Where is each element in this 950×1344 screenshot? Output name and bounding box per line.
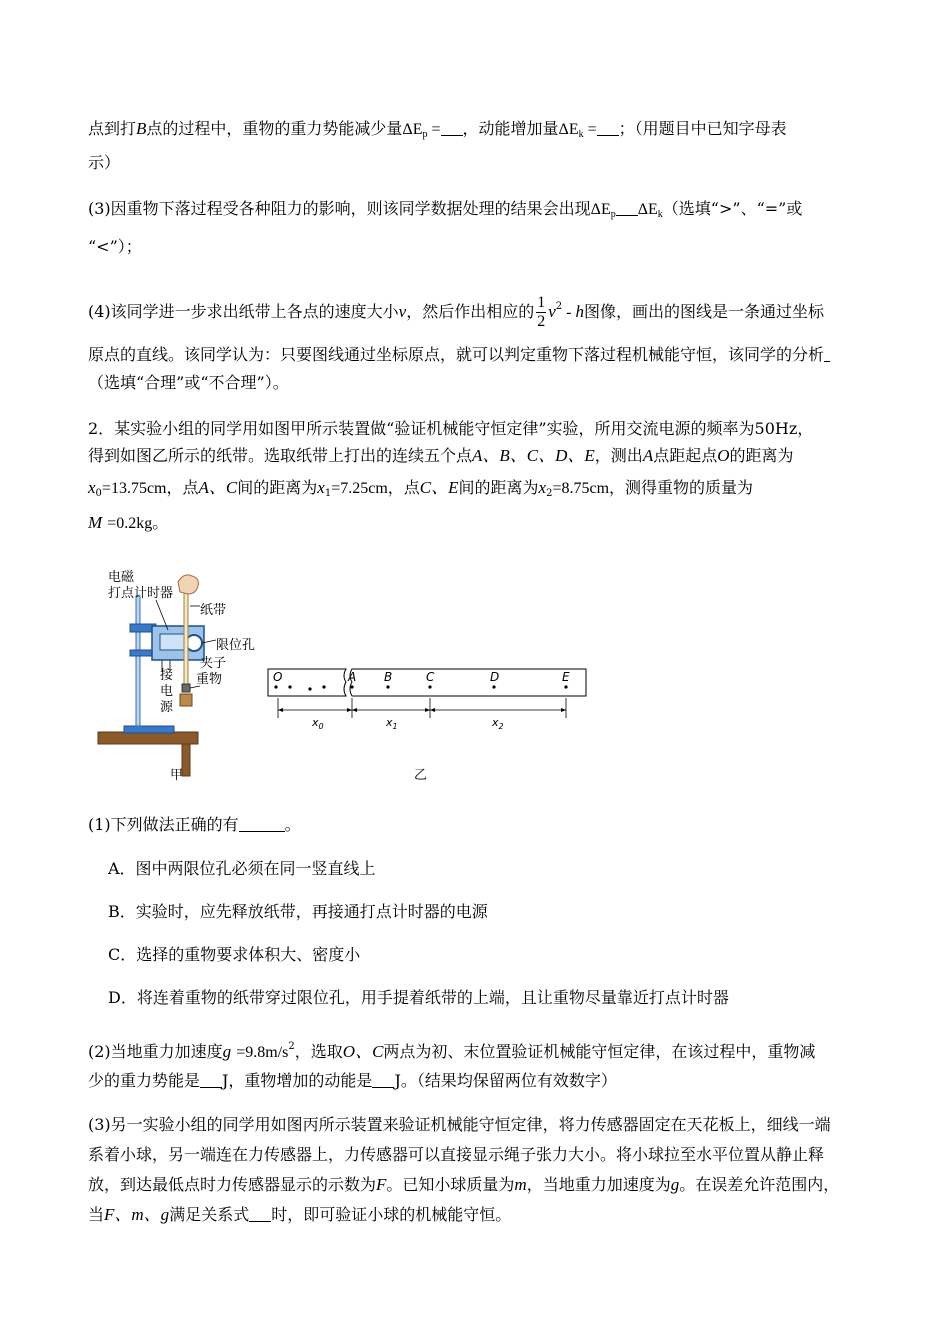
subscript: 2 — [546, 488, 553, 499]
label-power-1: 接 — [160, 668, 174, 683]
text: ，点 — [166, 478, 199, 497]
text: ，点 — [387, 478, 420, 497]
x1-value: =7.25cm — [331, 480, 388, 497]
label-power-3: 源 — [160, 700, 174, 715]
p2-intro-2 — [88, 445, 874, 467]
var-f: F — [376, 1175, 387, 1194]
text: 。 — [284, 815, 301, 834]
text: ，然后作出相应的 — [406, 302, 535, 321]
text: ，选取 — [294, 1042, 343, 1061]
text: （选填“>”、“=”或 — [662, 199, 803, 218]
text: “<”）； — [88, 237, 142, 256]
option-a: A．图中两限位孔必须在同一竖直线上 — [108, 859, 376, 878]
symbol: ΔE — [590, 201, 611, 218]
symbol: ΔE — [558, 121, 579, 138]
text: (1)下列做法正确的有 — [88, 815, 239, 834]
table-leg — [182, 744, 190, 776]
label-e: E — [562, 670, 570, 684]
x0-value: =13.75cm — [101, 480, 167, 497]
answer-blank — [824, 345, 830, 362]
text: 少的重力势能是 — [88, 1071, 201, 1090]
fraction-half — [536, 294, 546, 331]
option-c: C．选择的重物要求体积大、密度小 — [108, 945, 361, 964]
symbol: ΔE — [402, 121, 423, 138]
p2-q3-line-4 — [88, 1204, 874, 1226]
text: ，测出 — [594, 446, 643, 465]
var-m: M — [88, 513, 103, 532]
var-g: g — [222, 1042, 232, 1061]
label-x0: $x_0$ — [312, 716, 324, 731]
point-a: A — [642, 446, 654, 465]
label-o: O — [273, 670, 283, 684]
text: （选填“合理”或“不合理”）。 — [88, 373, 289, 392]
text: 的距离为 — [729, 446, 794, 465]
text: 点距起点 — [653, 446, 718, 465]
points-ac: A、C — [198, 478, 238, 497]
answer-blank — [441, 119, 463, 136]
text: (4)该同学进一步求出纸带上各点的速度大小 — [88, 302, 399, 321]
stand-base — [124, 726, 174, 733]
label-c: C — [426, 670, 435, 684]
var-v: v — [548, 302, 556, 321]
text: ；（用题目中已知字母表 — [618, 119, 787, 138]
text: 放，到达最低点时力传感器显示的示数为 — [88, 1175, 377, 1194]
text: 间的距离为 — [237, 478, 318, 497]
label-weight: 重物 — [196, 672, 223, 687]
text: 当 — [88, 1205, 105, 1224]
text: 。 — [152, 513, 169, 532]
answer-blank — [200, 1071, 222, 1088]
text: 时，即可验证小球的机械能守恒。 — [271, 1205, 512, 1224]
p2-q2-line-1 — [88, 1036, 874, 1064]
subscript: p — [610, 209, 616, 220]
equals: = — [431, 121, 441, 138]
delta-ep — [402, 121, 440, 138]
label-timer-1: 电磁 — [108, 570, 135, 585]
denominator: 2 — [537, 313, 546, 330]
dot-e — [564, 685, 567, 688]
prev-q3-line-1 — [88, 198, 874, 226]
prev-q4-line-1 — [88, 294, 874, 331]
superscript: 2 — [288, 1041, 295, 1052]
clip — [182, 684, 190, 692]
symbol: ΔE — [637, 201, 658, 218]
text: 满足关系式 — [169, 1205, 250, 1224]
p2-q1 — [88, 814, 874, 836]
caption-jia: 甲 — [170, 768, 184, 783]
subscript: 1 — [324, 488, 332, 499]
prev-q4-line-3 — [88, 372, 874, 394]
text: ，动能增加量 — [462, 119, 559, 138]
text: 示） — [88, 153, 121, 172]
figure-yi-tape — [262, 660, 598, 732]
var-g: g — [670, 1175, 680, 1194]
prev-q4-line-2 — [88, 344, 874, 366]
text: ，测得重物的质量为 — [609, 478, 754, 497]
caption-yi: 乙 — [414, 768, 428, 783]
subscript: 0 — [95, 488, 102, 499]
delta-ek — [559, 121, 597, 138]
subscript: k — [657, 209, 663, 220]
weight — [180, 694, 192, 706]
var-v: v — [398, 302, 407, 321]
label-limit-hole: 限位孔 — [216, 638, 256, 653]
delta-ep — [591, 201, 616, 218]
dot — [322, 685, 325, 688]
equals: = — [587, 121, 597, 138]
answer-blank — [239, 815, 285, 832]
text: 间的距离为 — [458, 478, 539, 497]
mass-value: =0.2kg — [107, 515, 153, 532]
dot-d — [492, 685, 495, 688]
option-d: D．将连着重物的纸带穿过限位孔，用手提着纸带的上端，且让重物尽量靠近打点计时器 — [108, 988, 729, 1007]
text: 两点为初、末位置验证机械能守恒定律，在该过程中，重物减 — [383, 1042, 816, 1061]
superscript: 2 — [555, 301, 563, 312]
option-b: B．实验时，应先释放纸带，再接通打点计时器的电源 — [108, 902, 488, 921]
label-tape: 纸带 — [200, 603, 227, 618]
dash: - — [562, 304, 576, 321]
dot-o — [274, 685, 277, 688]
points-list: A、B、C、D、E — [472, 446, 595, 465]
dot — [308, 687, 311, 690]
point-o: O — [717, 446, 730, 465]
label-timer-2: 打点计时器 — [108, 586, 174, 601]
g-value: =9.8m/s — [236, 1044, 289, 1061]
p2-intro-4 — [88, 512, 874, 535]
answer-blank — [372, 1071, 394, 1088]
text: (2)当地重力加速度 — [88, 1042, 223, 1061]
vars-fmg: F、m、g — [104, 1205, 170, 1224]
subscript: p — [422, 129, 428, 140]
text: 原点的直线。该同学认为：只要图线通过坐标原点，就可以判定重物下落过程机械能守恒，该同学的分析 — [88, 345, 825, 364]
label-x1: $x_1$ — [386, 716, 398, 731]
label-d: D — [490, 670, 500, 684]
prev-q3-line-2 — [88, 236, 874, 258]
dot-c — [428, 685, 431, 688]
delta-ek — [638, 201, 663, 218]
p2-intro-1 — [88, 418, 874, 440]
answer-blank — [249, 1205, 271, 1222]
subscript: k — [578, 129, 584, 140]
label-clip: 夹子 — [200, 656, 227, 671]
text: ，当地重力加速度为 — [526, 1175, 671, 1194]
points-ce: C、E — [419, 478, 459, 497]
p2-q3-line-1: (3)另一实验小组的同学用如图丙所示装置来验证机械能守恒定律，将力传感器固定在天花板上，细线一端 — [88, 1115, 831, 1134]
text: 图像，画出的图线是一条通过坐标 — [583, 302, 824, 321]
text: 得到如图乙所示的纸带。选取纸带上打出的连续五个点 — [88, 446, 473, 465]
paper-tape — [184, 588, 188, 684]
dot-b — [386, 685, 389, 688]
p2-q3-line-2: 系着小球，另一端连在力传感器上，力传感器可以直接显示绳子张力大小。将小球拉至水平位置从静止释 — [88, 1145, 825, 1164]
var-x: x — [317, 478, 325, 497]
p2-q3-line-3 — [88, 1174, 874, 1196]
var-x: x — [538, 478, 547, 497]
p2-q2-line-2 — [88, 1070, 874, 1092]
var-x: x — [88, 478, 96, 497]
p2-intro-3 — [88, 477, 874, 505]
table-top — [98, 732, 198, 744]
point-b: B — [136, 119, 147, 138]
text: (3)因重物下落过程受各种阻力的影响，则该同学数据处理的结果会出现 — [88, 199, 591, 218]
label-power-2: 电 — [160, 684, 174, 699]
text: J。（结果均保留两位有效数字） — [394, 1071, 617, 1090]
dot-a — [350, 685, 353, 688]
prev-line-1 — [88, 118, 874, 146]
text: 。在误差允许范围内， — [679, 1175, 840, 1194]
text: J，重物增加的动能是 — [222, 1071, 373, 1090]
stand-rod — [136, 596, 140, 726]
answer-blank — [616, 199, 638, 216]
dot — [288, 685, 291, 688]
text: 。已知小球质量为 — [386, 1175, 515, 1194]
text: 点到打 — [88, 119, 137, 138]
label-x2: $x_2$ — [492, 716, 504, 731]
label-a: A — [348, 670, 357, 684]
var-m: m — [514, 1175, 527, 1194]
hand-icon — [178, 575, 198, 594]
x2-value: =8.75cm — [552, 480, 610, 497]
points-oc: O、C — [342, 1042, 384, 1061]
var-h: h — [575, 302, 584, 321]
text: 点的过程中，重物的重力势能减少量 — [146, 119, 403, 138]
text: 2．某实验小组的同学用如图甲所示装置做“验证机械能守恒定律”实验，所用交流电源的频率为50Hz， — [88, 419, 814, 438]
numerator: 1 — [537, 294, 546, 311]
answer-blank — [597, 119, 619, 136]
label-b: B — [384, 670, 393, 684]
prev-line-2 — [88, 152, 874, 174]
